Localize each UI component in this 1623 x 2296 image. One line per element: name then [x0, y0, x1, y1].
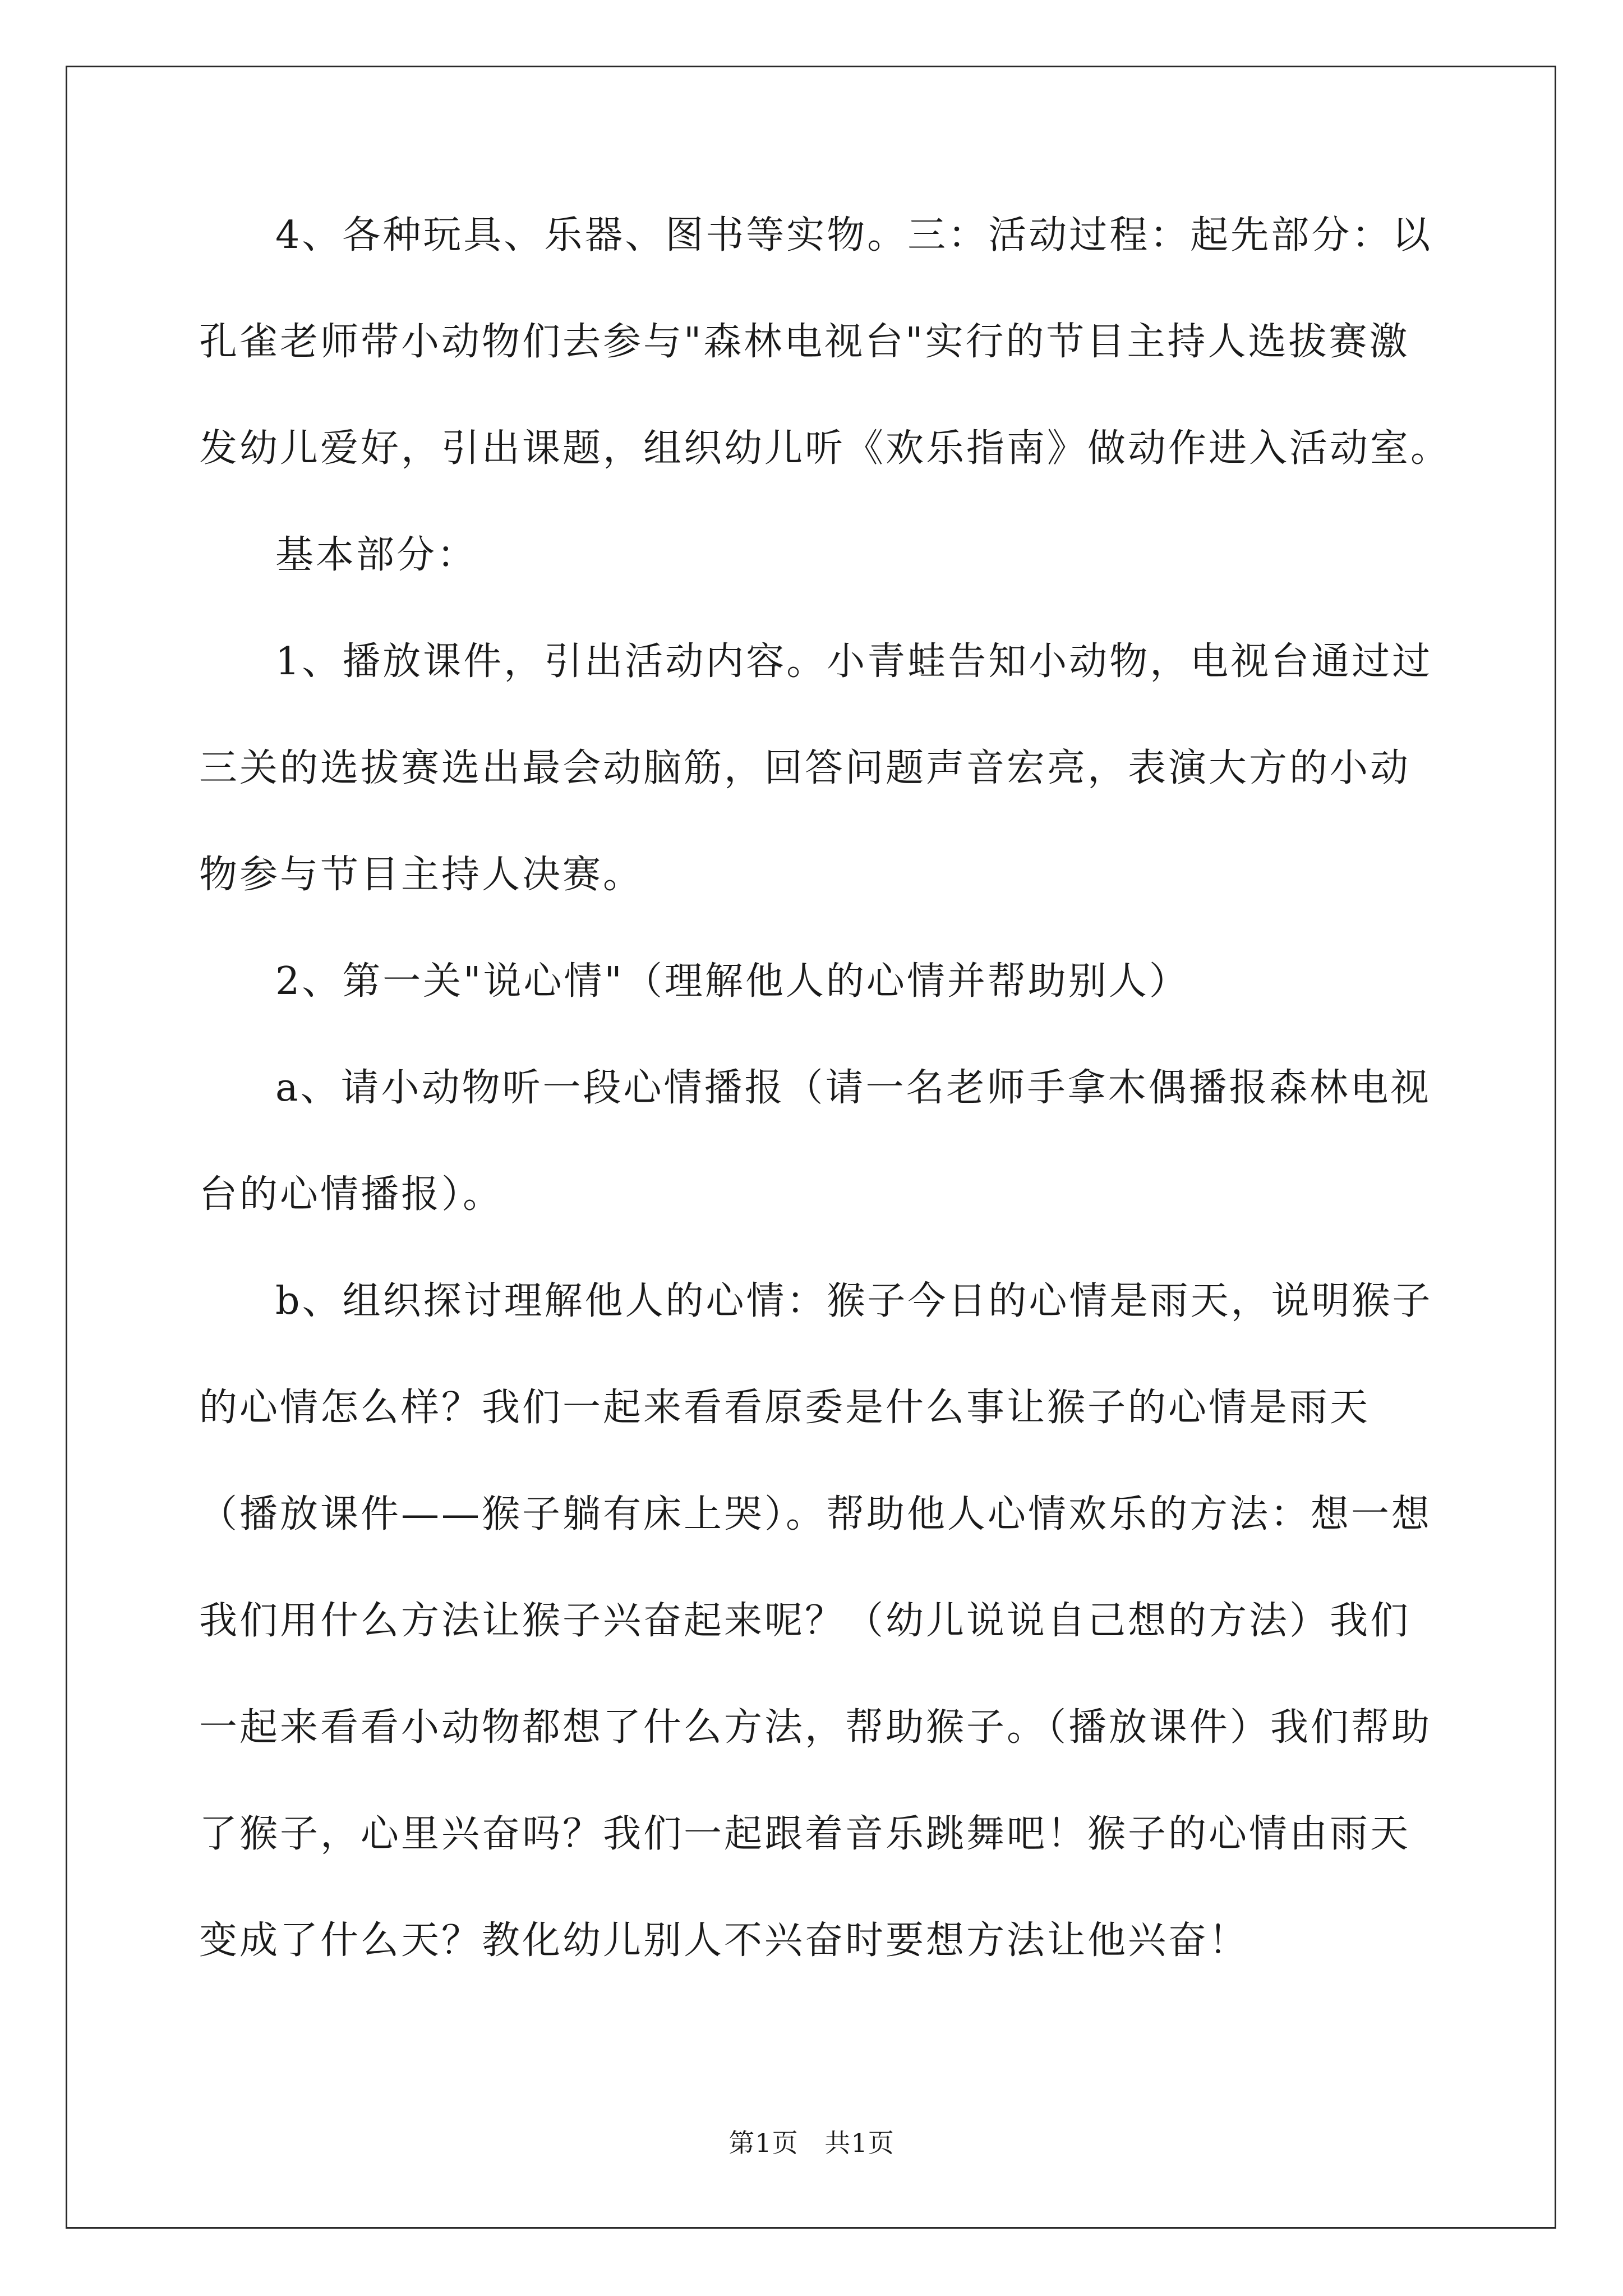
- section-heading: 基本部分：: [275, 533, 478, 577]
- text-line: 1、播放课件，引出活动内容。小青蛙告知小动物，电视台通过过: [275, 639, 1433, 684]
- text-line: 我们用什么方法让猴子兴奋起来呢？（幼儿说说自己想的方法）我们: [199, 1599, 1411, 1643]
- text-line: 4、各种玩具、乐器、图书等实物。三：活动过程：起先部分：以: [275, 213, 1433, 257]
- text-line: 物参与节目主持人决赛。: [199, 853, 644, 897]
- text-line: 的心情怎么样？我们一起来看看原委是什么事让猴子的心情是雨天: [199, 1386, 1371, 1430]
- text-line: b、组织探讨理解他人的心情：猴子今日的心情是雨天，说明猴子: [275, 1279, 1433, 1323]
- text-line: 一起来看看小动物都想了什么方法，帮助猴子。（播放课件）我们帮助: [199, 1705, 1432, 1750]
- text-line: 变成了什么天？教化幼儿别人不兴奋时要想方法让他兴奋！: [199, 1918, 1249, 1963]
- page-footer: 第1页 共1页: [728, 2128, 895, 2158]
- text-line: 2、第一关"说心情"（理解他人的心情并帮助别人）: [275, 959, 1189, 1004]
- text-line: （播放课件——猴子躺有床上哭）。帮助他人心情欢乐的方法：想一想: [199, 1492, 1432, 1536]
- text-line: 三关的选拔赛选出最会动脑筋，回答问题声音宏亮，表演大方的小动: [199, 746, 1411, 790]
- text-line: 台的心情播报）。: [199, 1172, 504, 1217]
- document-body: [199, 209, 1451, 2021]
- text-line: 发幼儿爱好，引出课题，组织幼儿听《欢乐指南》做动作进入活动室。: [199, 426, 1451, 471]
- text-line: 了猴子，心里兴奋吗？我们一起跟着音乐跳舞吧！猴子的心情由雨天: [199, 1812, 1411, 1856]
- text-line: 孔雀老师带小动物们去参与"森林电视台"实行的节目主持人选拔赛激: [199, 320, 1410, 364]
- text-line: a、请小动物听一段心情播报（请一名老师手拿木偶播报森林电视: [275, 1066, 1431, 1110]
